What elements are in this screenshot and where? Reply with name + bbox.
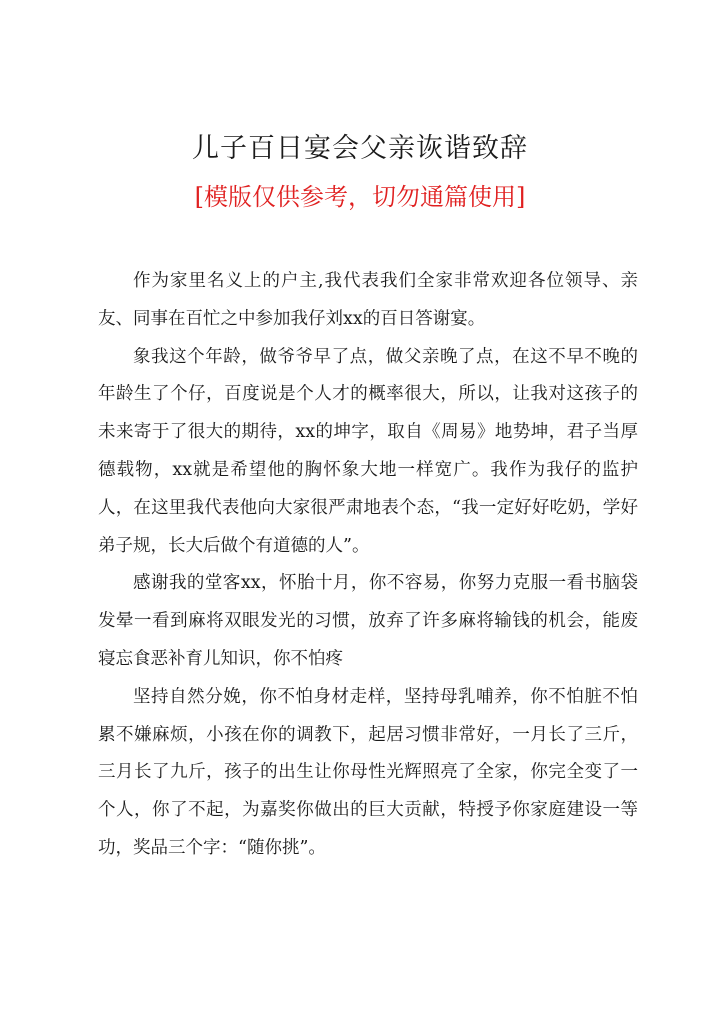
- document-body: [98, 263, 638, 868]
- paragraph: 作为家里名义上的户主,我代表我们全家非常欢迎各位领导、亲友、同事在百忙之中参加我仔刘xx的百日答谢宴。: [98, 271, 638, 329]
- document-title: 儿子百日宴会父亲诙谐致辞: [192, 133, 528, 164]
- paragraph: 坚持自然分娩，你不怕身材走样，坚持母乳哺养，你不怕脏不怕累不嫌麻烦，小孩在你的调教下，起居习惯非常好，一月长了三斤，三月长了九斤，孩子的出生让你母性光辉照亮了全家，你完全变了一个人，你了不起，为嘉奖你做出的巨大贡献，特授予你家庭建设一等功，奖品三个字：“随你挑”。: [98, 686, 638, 858]
- paragraph: 象我这个年龄，做爷爷早了点，做父亲晚了点，在这不早不晚的年龄生了个仔，百度说是个人才的概率很大，所以，让我对这孩子的未来寄于了很大的期待，xx的坤字，取自《周易》地势坤，君子当厚德载物，xx就是希望他的胸怀象大地一样宽广。我作为我仔的监护人，在这里我代表他向大家很严肃地表个态，“我一定好好吃奶，学好弟子规，长大后做个有道德的人”。: [98, 346, 638, 556]
- paragraph: 感谢我的堂客xx，怀胎十月，你不容易，你努力克服一看书脑袋发晕一看到麻将双眼发光的习惯，放弃了许多麻将输钱的机会，能废寝忘食恶补育儿知识，你不怕疼: [98, 573, 638, 669]
- document-subtitle: [模版仅供参考，切勿通篇使用]: [194, 183, 526, 211]
